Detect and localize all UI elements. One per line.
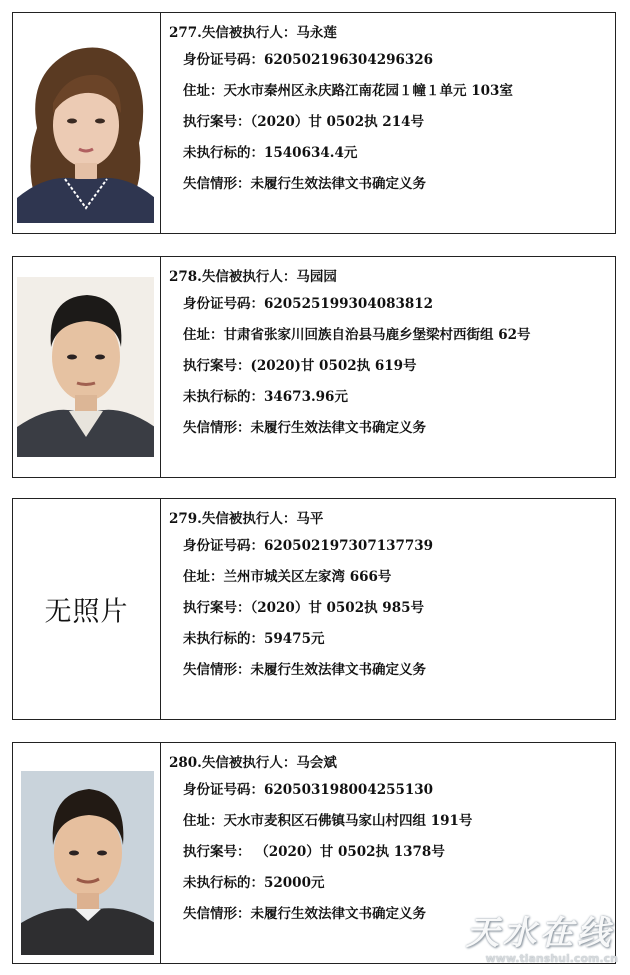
- address: 住址：兰州市城关区左家湾 666号: [183, 569, 392, 585]
- site-watermark: [430, 907, 620, 967]
- portrait-young-man-icon: [17, 277, 154, 457]
- address: 住址：天水市秦州区永庆路江南花园１幢１单元 103室: [183, 83, 513, 99]
- unexecuted-amount: 未执行标的：34673.96元: [183, 389, 348, 405]
- address: 住址：甘肃省张家川回族自治县马鹿乡堡梁村西街组 62号: [183, 327, 531, 343]
- portrait-man-icon: [21, 771, 154, 955]
- no-photo-label: 无照片: [44, 596, 129, 628]
- person-photo: [17, 33, 154, 223]
- photo-cell: [13, 743, 161, 963]
- photo-cell: [13, 257, 161, 477]
- default-situation: 失信情形：未履行生效法律文书确定义务: [183, 906, 426, 922]
- record-card-277: [12, 12, 616, 234]
- photo-cell: [13, 13, 161, 233]
- watermark-logo-text: 天水在线: [466, 913, 614, 952]
- unexecuted-amount: 未执行标的：52000元: [183, 875, 325, 891]
- id-number: 身份证号码：620525199304083812: [183, 296, 434, 312]
- portrait-woman-icon: [17, 33, 154, 223]
- record-title: 277.失信被执行人：马永莲: [169, 25, 337, 41]
- record-card-279: [12, 498, 616, 720]
- default-situation: 失信情形：未履行生效法律文书确定义务: [183, 662, 426, 678]
- case-number: 执行案号：（2020）甘 0502执 214号: [183, 114, 424, 130]
- default-situation: 失信情形：未履行生效法律文书确定义务: [183, 176, 426, 192]
- default-situation: 失信情形：未履行生效法律文书确定义务: [183, 420, 426, 436]
- case-number: 执行案号：（2020）甘 0502执 985号: [183, 600, 424, 616]
- record-info: [169, 265, 609, 444]
- record-info: [169, 507, 609, 686]
- unexecuted-amount: 未执行标的：59475元: [183, 631, 325, 647]
- record-title: 280.失信被执行人：马会斌: [169, 755, 337, 771]
- case-number: 执行案号： （2020）甘 0502执 1378号: [183, 844, 445, 860]
- record-title: 279.失信被执行人：马平: [169, 511, 324, 527]
- id-number: 身份证号码：620503198004255130: [183, 782, 434, 798]
- person-photo: [21, 771, 154, 955]
- record-info: [169, 751, 609, 930]
- photo-cell: [13, 499, 161, 719]
- record-info: [169, 21, 609, 200]
- address: 住址：天水市麦积区石佛镇马家山村四组 191号: [183, 813, 473, 829]
- id-number: 身份证号码：620502197307137739: [183, 538, 434, 554]
- unexecuted-amount: 未执行标的：1540634.4元: [183, 145, 358, 161]
- watermark-url: www.tianshui.com.cn: [485, 952, 618, 965]
- person-photo: [17, 277, 154, 457]
- record-title: 278.失信被执行人：马园园: [169, 269, 337, 285]
- id-number: 身份证号码：620502196304296326: [183, 52, 434, 68]
- case-number: 执行案号：(2020)甘 0502执 619号: [183, 358, 417, 374]
- record-card-278: [12, 256, 616, 478]
